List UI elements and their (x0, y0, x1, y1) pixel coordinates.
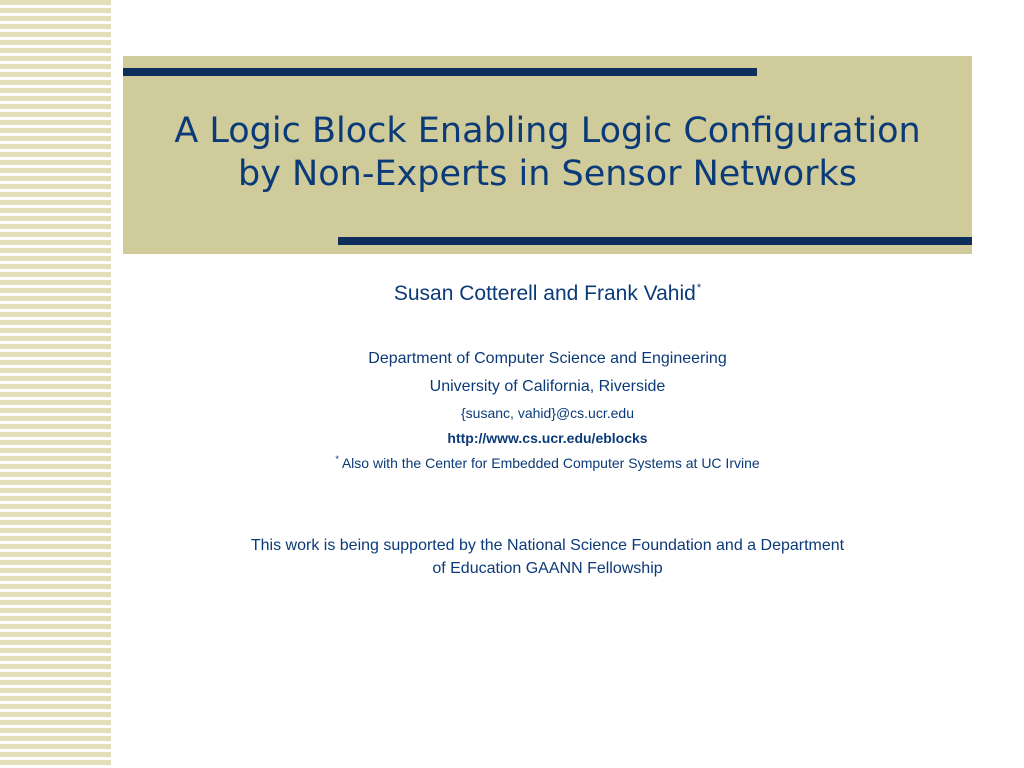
authors (123, 282, 972, 306)
decorative-stripes (0, 0, 111, 768)
department: Department of Computer Science and Engineering (368, 350, 727, 367)
slide-title (123, 110, 972, 196)
title-bar-top (123, 68, 757, 76)
footnote (123, 454, 972, 471)
footnote-mark: * (335, 454, 339, 464)
authors-names: Susan Cotterell and Frank Vahid (393, 282, 696, 305)
support-line2: of Education GAANN Fellowship (432, 560, 663, 577)
university: University of California, Riverside (429, 378, 666, 395)
slide-title-line1: A Logic Block Enabling Logic Configuration (174, 111, 921, 151)
emails: {susanc, vahid}@cs.ucr.edu (461, 405, 634, 421)
footnote-text: Also with the Center for Embedded Computer Systems at UC Irvine (341, 455, 760, 471)
support-line1: This work is being supported by the National Science Foundation and a Department (250, 537, 845, 554)
slide-title-line2: by Non-Experts in Sensor Networks (237, 154, 857, 194)
project-url[interactable]: http://www.cs.ucr.edu/eblocks (447, 430, 648, 446)
support-statement (123, 534, 972, 580)
authors-footnote-mark: * (696, 282, 702, 294)
title-bar-bottom (338, 237, 972, 245)
